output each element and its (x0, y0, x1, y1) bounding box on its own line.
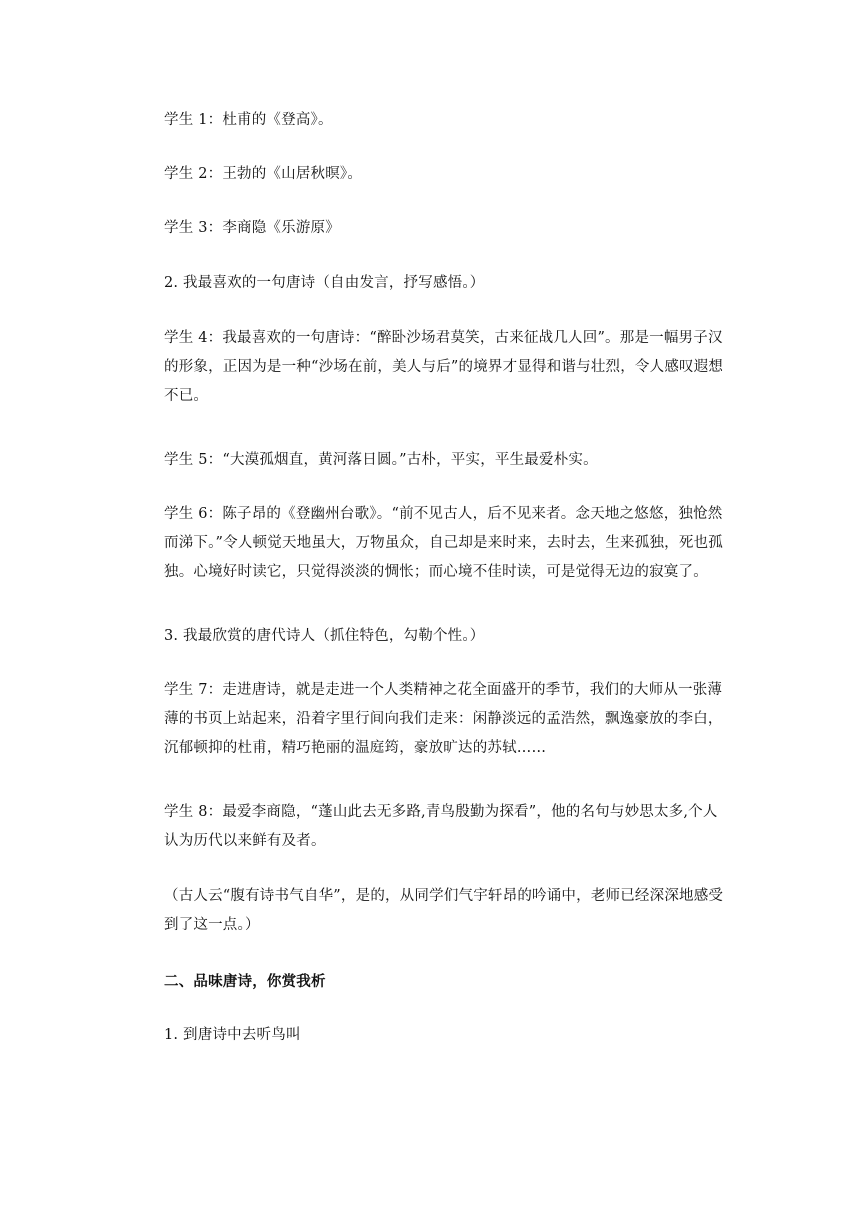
student-8-answer: 学生 8：最爱李商隐，“蓬山此去无多路,青鸟殷勤为探看”，他的名句与妙思太多,个人认为历代以来鲜有及者。 (164, 804, 718, 849)
student-6-answer: 学生 6：陈子昂的《登幽州台歌》。“前不见古人，后不见来者。念天地之悠悠，独怆然而涕下。”令人顿觉天地虽大，万物虽众，自己却是来时来，去时去，生来孤独，死也孤独。心境好时读它，只觉得淡淡的惆怅；而心境不佳时读，可是觉得无边的寂寞了。 (164, 506, 723, 580)
student-1-answer: 学生 1：杜甫的《登高》。 (164, 112, 333, 128)
section-favorite-line-heading: 2. 我最喜欢的一句唐诗（自由发言，抒写感悟。） (164, 275, 485, 291)
subsection-birds-heading: 1. 到唐诗中去听鸟叫 (164, 1027, 301, 1043)
section-favorite-poet-heading: 3. 我最欣赏的唐代诗人（抓住特色，勾勒个性。） (164, 628, 485, 644)
student-5-answer: 学生 5：“大漠孤烟直，黄河落日圆。”古朴，平实，平生最爱朴实。 (164, 452, 598, 468)
student-4-answer: 学生 4：我最喜欢的一句唐诗：“醉卧沙场君莫笑，古来征战几人回”。那是一幅男子汉的形象，正因为是一种“沙场在前，美人与后”的境界才显得和谐与壮烈，令人感叹遐想不已。 (164, 330, 724, 404)
student-7-answer: 学生 7：走进唐诗，就是走进一个人类精神之花全面盛开的季节，我们的大师从一张薄薄的书页上站起来，沿着字里行间向我们走来：闲静淡远的孟浩然，飘逸豪放的李白，沉郁顿抑的杜甫，精巧艳丽的温庭筠，豪放旷达的苏轼…… (164, 682, 723, 756)
student-3-answer: 学生 3：李商隐《乐游原》 (164, 220, 340, 236)
section-two-heading: 二、品味唐诗，你赏我析 (164, 973, 326, 990)
student-2-answer: 学生 2：王勃的《山居秋暝》。 (164, 166, 363, 182)
teacher-comment: （古人云“腹有诗书气自华”，是的，从同学们气宇轩昂的吟诵中，老师已经深深地感受到了这一点。） (164, 888, 724, 933)
